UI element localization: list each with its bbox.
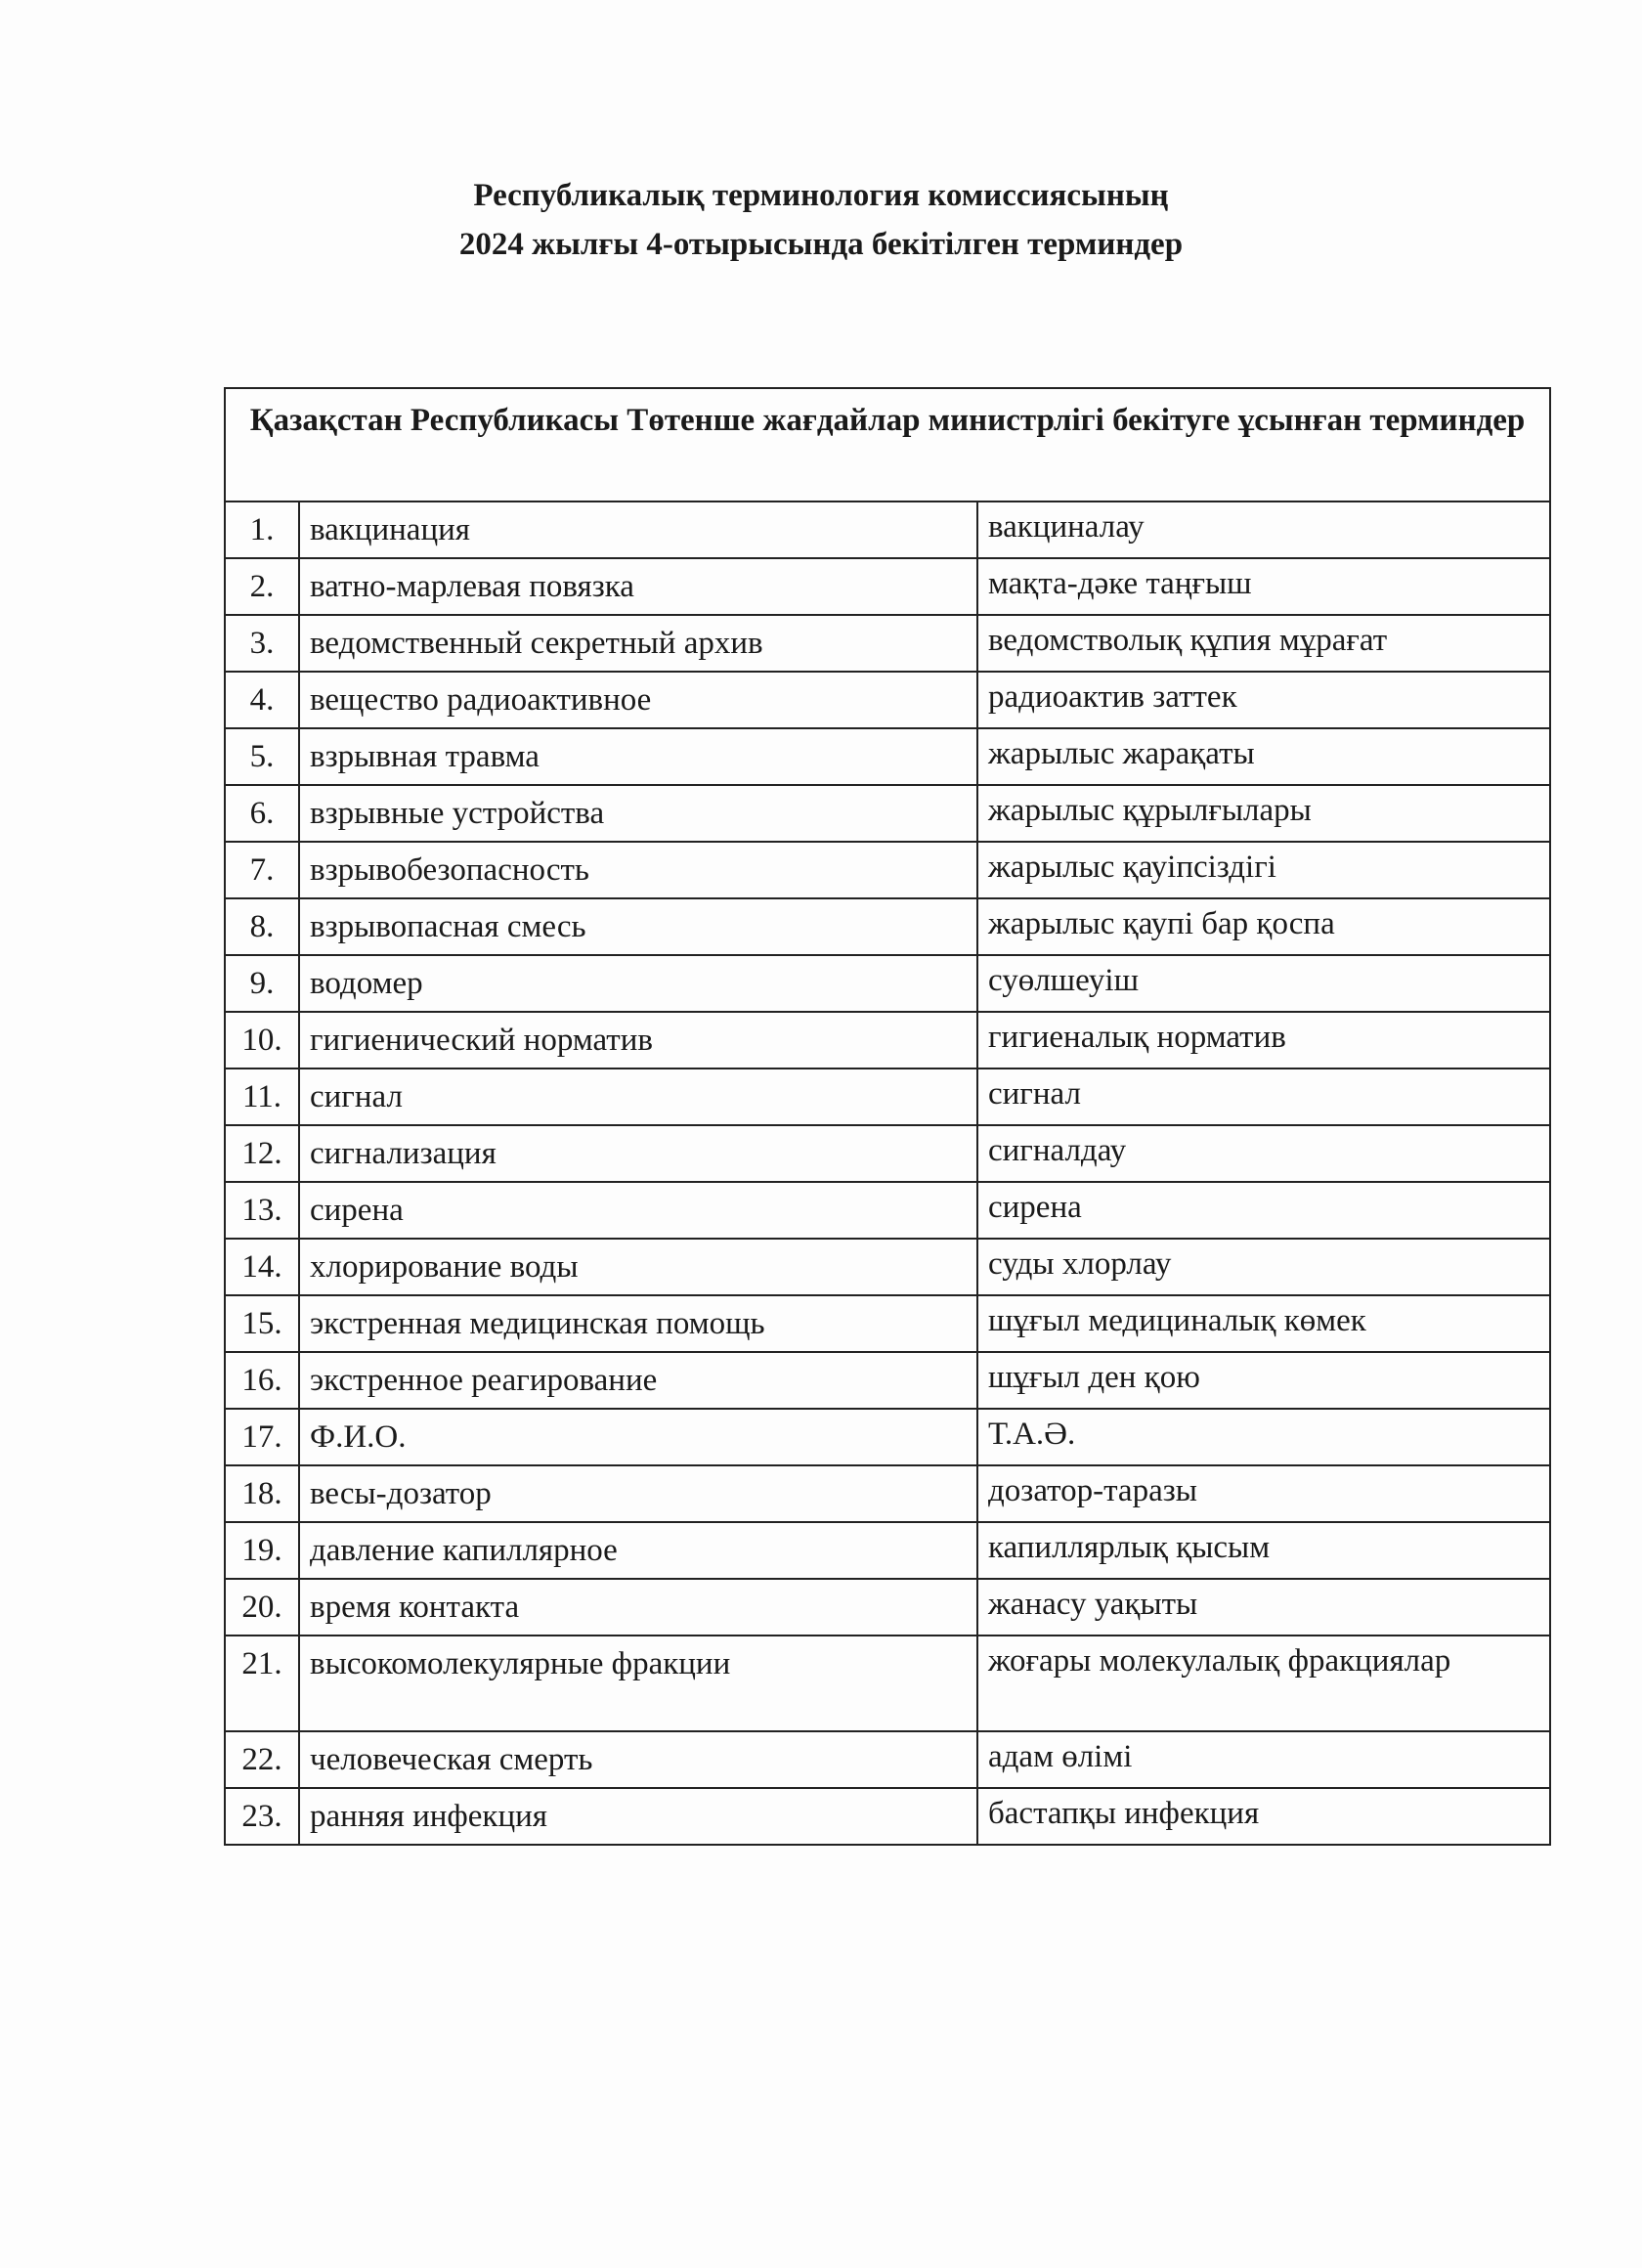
term-russian: хлорирование воды bbox=[299, 1239, 977, 1295]
term-russian: ведомственный секретный архив bbox=[299, 615, 977, 672]
term-russian: время контакта bbox=[299, 1579, 977, 1636]
term-russian: гигиенический норматив bbox=[299, 1012, 977, 1069]
table-row bbox=[225, 1579, 1550, 1636]
term-number: 10. bbox=[225, 1012, 299, 1069]
term-russian: ватно-марлевая повязка bbox=[299, 558, 977, 615]
table-row bbox=[225, 1636, 1550, 1731]
term-russian: взрывные устройства bbox=[299, 785, 977, 842]
term-kazakh: шұғыл ден қою bbox=[977, 1352, 1550, 1409]
table-row bbox=[225, 1125, 1550, 1182]
term-number: 18. bbox=[225, 1465, 299, 1522]
term-russian: сирена bbox=[299, 1182, 977, 1239]
terms-table bbox=[224, 387, 1551, 1846]
term-kazakh: бастапқы инфекция bbox=[977, 1788, 1550, 1845]
table-row bbox=[225, 1352, 1550, 1409]
term-kazakh: жоғары молекулалық фракциялар bbox=[977, 1636, 1550, 1731]
term-number: 12. bbox=[225, 1125, 299, 1182]
term-russian: весы-дозатор bbox=[299, 1465, 977, 1522]
table-row bbox=[225, 898, 1550, 955]
term-number: 15. bbox=[225, 1295, 299, 1352]
term-kazakh: жарылыс қаупі бар қоспа bbox=[977, 898, 1550, 955]
term-kazakh: жарылыс құрылғылары bbox=[977, 785, 1550, 842]
term-kazakh: гигиеналық норматив bbox=[977, 1012, 1550, 1069]
term-number: 6. bbox=[225, 785, 299, 842]
term-kazakh: жарылыс жарақаты bbox=[977, 728, 1550, 785]
term-kazakh: капиллярлық қысым bbox=[977, 1522, 1550, 1579]
term-kazakh: вакциналау bbox=[977, 502, 1550, 558]
term-number: 16. bbox=[225, 1352, 299, 1409]
term-kazakh: мақта-дәке таңғыш bbox=[977, 558, 1550, 615]
term-russian: сигнал bbox=[299, 1069, 977, 1125]
term-number: 17. bbox=[225, 1409, 299, 1465]
title-line-1: Республикалық терминология комиссиясының bbox=[473, 178, 1169, 213]
term-russian: экстренное реагирование bbox=[299, 1352, 977, 1409]
term-russian: водомер bbox=[299, 955, 977, 1012]
term-kazakh: дозатор-таразы bbox=[977, 1465, 1550, 1522]
table-row bbox=[225, 1239, 1550, 1295]
term-number: 19. bbox=[225, 1522, 299, 1579]
term-russian: давление капиллярное bbox=[299, 1522, 977, 1579]
term-number: 22. bbox=[225, 1731, 299, 1788]
term-number: 2. bbox=[225, 558, 299, 615]
table-header-row bbox=[225, 388, 1550, 502]
table-row bbox=[225, 1182, 1550, 1239]
term-russian: Ф.И.О. bbox=[299, 1409, 977, 1465]
title-line-2: 2024 жылғы 4-отырысында бекітілген терминдер bbox=[458, 227, 1184, 262]
term-number: 1. bbox=[225, 502, 299, 558]
term-russian: экстренная медицинская помощь bbox=[299, 1295, 977, 1352]
term-russian: взрывопасная смесь bbox=[299, 898, 977, 955]
term-number: 11. bbox=[225, 1069, 299, 1125]
term-number: 20. bbox=[225, 1579, 299, 1636]
document-title bbox=[0, 171, 1642, 269]
term-russian: сигнализация bbox=[299, 1125, 977, 1182]
term-number: 13. bbox=[225, 1182, 299, 1239]
term-kazakh: радиоактив заттек bbox=[977, 672, 1550, 728]
term-kazakh: ведомстволық құпия мұрағат bbox=[977, 615, 1550, 672]
term-number: 8. bbox=[225, 898, 299, 955]
term-number: 4. bbox=[225, 672, 299, 728]
term-kazakh: шұғыл медициналық көмек bbox=[977, 1295, 1550, 1352]
table-row bbox=[225, 1012, 1550, 1069]
term-russian: взрывобезопасность bbox=[299, 842, 977, 898]
term-number: 7. bbox=[225, 842, 299, 898]
table-row bbox=[225, 558, 1550, 615]
term-russian: ранняя инфекция bbox=[299, 1788, 977, 1845]
term-number: 14. bbox=[225, 1239, 299, 1295]
table-row bbox=[225, 1409, 1550, 1465]
term-number: 5. bbox=[225, 728, 299, 785]
table-row bbox=[225, 955, 1550, 1012]
term-kazakh: адам өлімі bbox=[977, 1731, 1550, 1788]
table-row bbox=[225, 672, 1550, 728]
term-kazakh: сигналдау bbox=[977, 1125, 1550, 1182]
term-russian: человеческая смерть bbox=[299, 1731, 977, 1788]
term-kazakh: суөлшеуіш bbox=[977, 955, 1550, 1012]
table-row bbox=[225, 1295, 1550, 1352]
term-kazakh: жанасу уақыты bbox=[977, 1579, 1550, 1636]
term-kazakh: суды хлорлау bbox=[977, 1239, 1550, 1295]
table-row bbox=[225, 502, 1550, 558]
term-number: 9. bbox=[225, 955, 299, 1012]
term-kazakh: сирена bbox=[977, 1182, 1550, 1239]
term-number: 3. bbox=[225, 615, 299, 672]
term-russian: взрывная травма bbox=[299, 728, 977, 785]
term-number: 23. bbox=[225, 1788, 299, 1845]
term-russian: вещество радиоактивное bbox=[299, 672, 977, 728]
term-kazakh: Т.А.Ә. bbox=[977, 1409, 1550, 1465]
table-row bbox=[225, 1731, 1550, 1788]
table-row bbox=[225, 1788, 1550, 1845]
term-russian: вакцинация bbox=[299, 502, 977, 558]
table-row bbox=[225, 1069, 1550, 1125]
term-number: 21. bbox=[225, 1636, 299, 1731]
table-row bbox=[225, 615, 1550, 672]
term-russian: высокомолекулярные фракции bbox=[299, 1636, 977, 1731]
table-row bbox=[225, 1465, 1550, 1522]
table-header: Қазақстан Республикасы Төтенше жағдайлар министрлігі бекітуге ұсынған терминдер bbox=[225, 388, 1550, 502]
term-kazakh: сигнал bbox=[977, 1069, 1550, 1125]
table-row bbox=[225, 1522, 1550, 1579]
table-row bbox=[225, 785, 1550, 842]
table-row bbox=[225, 728, 1550, 785]
term-kazakh: жарылыс қауіпсіздігі bbox=[977, 842, 1550, 898]
table-row bbox=[225, 842, 1550, 898]
